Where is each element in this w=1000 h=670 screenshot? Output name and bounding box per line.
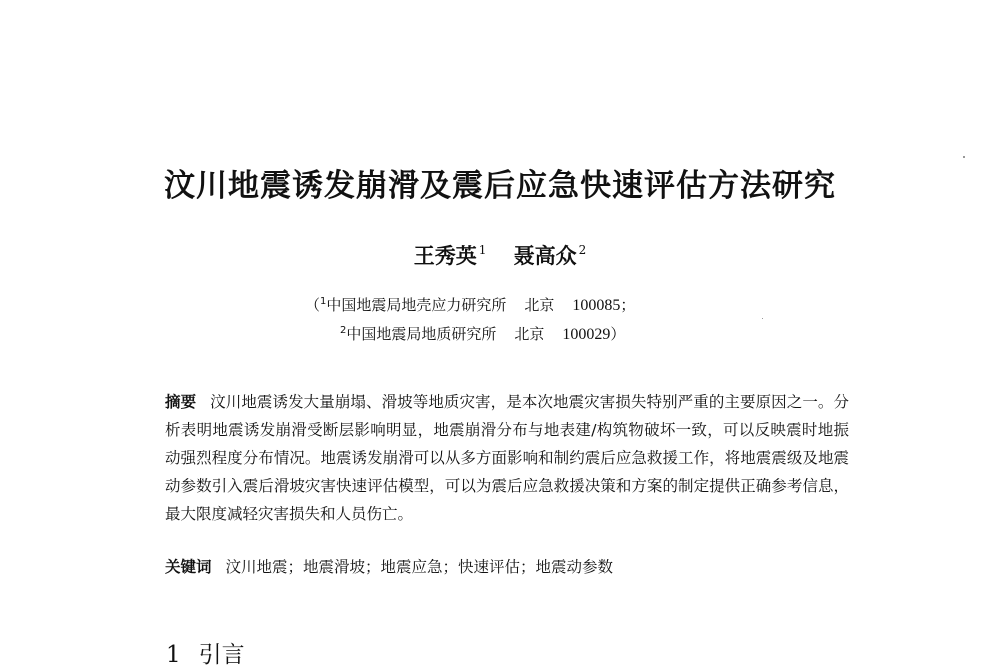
section-number: 1	[166, 642, 181, 668]
affiliation-line	[305, 294, 635, 315]
section-heading	[166, 636, 245, 669]
author-name: 聂高众	[513, 243, 577, 268]
affiliation-open-paren: （	[305, 296, 321, 314]
affiliation-mark: 1	[320, 296, 327, 307]
author	[514, 243, 587, 268]
affiliation-close-paren: ）	[610, 325, 626, 343]
author-list	[300, 240, 700, 270]
scan-speck	[762, 318, 763, 319]
author-affiliation-mark: 2	[578, 243, 587, 257]
affiliation-postcode: 100029	[562, 326, 611, 343]
author-affiliation-mark: 1	[478, 243, 487, 257]
keywords-text: 汶川地震；地震滑坡；地震应急；快速评估；地震动参数	[225, 558, 614, 576]
abstract-label: 摘要	[165, 393, 197, 411]
author-name: 王秀英	[413, 243, 477, 268]
affiliation-mark: 2	[340, 325, 347, 336]
keywords	[165, 555, 849, 577]
affiliation-city: 北京	[514, 325, 545, 343]
affiliation-city: 北京	[524, 296, 555, 314]
affiliation-org: 中国地震局地壳应力研究所	[326, 296, 507, 314]
keywords-label: 关键词	[165, 558, 212, 576]
section-title: 引言	[198, 642, 245, 668]
scan-speck	[963, 156, 965, 158]
abstract	[165, 388, 849, 528]
affiliation-separator: ；	[620, 296, 636, 314]
abstract-text: 汶川地震诱发大量崩塌、滑坡等地质灾害，是本次地震灾害损失特别严重的主要原因之一。分析表明地震诱发崩滑受断层影响明显，地震崩滑分布与地表建/构筑物破坏一致，可以反映震时地振动强烈程度分布情况。地震诱发崩滑可以从多方面影响和制约震后应急救援工作，将地震震级及地震动参数引入震后滑坡灾害快速评估模型，可以为震后应急救援决策和方案的制定提供正确参考信息，最大限度减轻灾害损失和人员伤亡。	[165, 393, 849, 523]
paper-title: 汶川地震诱发崩滑及震后应急快速评估方法研究	[164, 168, 836, 204]
author	[414, 243, 487, 268]
affiliation-postcode: 100085	[572, 297, 621, 314]
affiliation-line	[340, 323, 625, 344]
affiliation-org: 中国地震局地质研究所	[346, 325, 497, 343]
